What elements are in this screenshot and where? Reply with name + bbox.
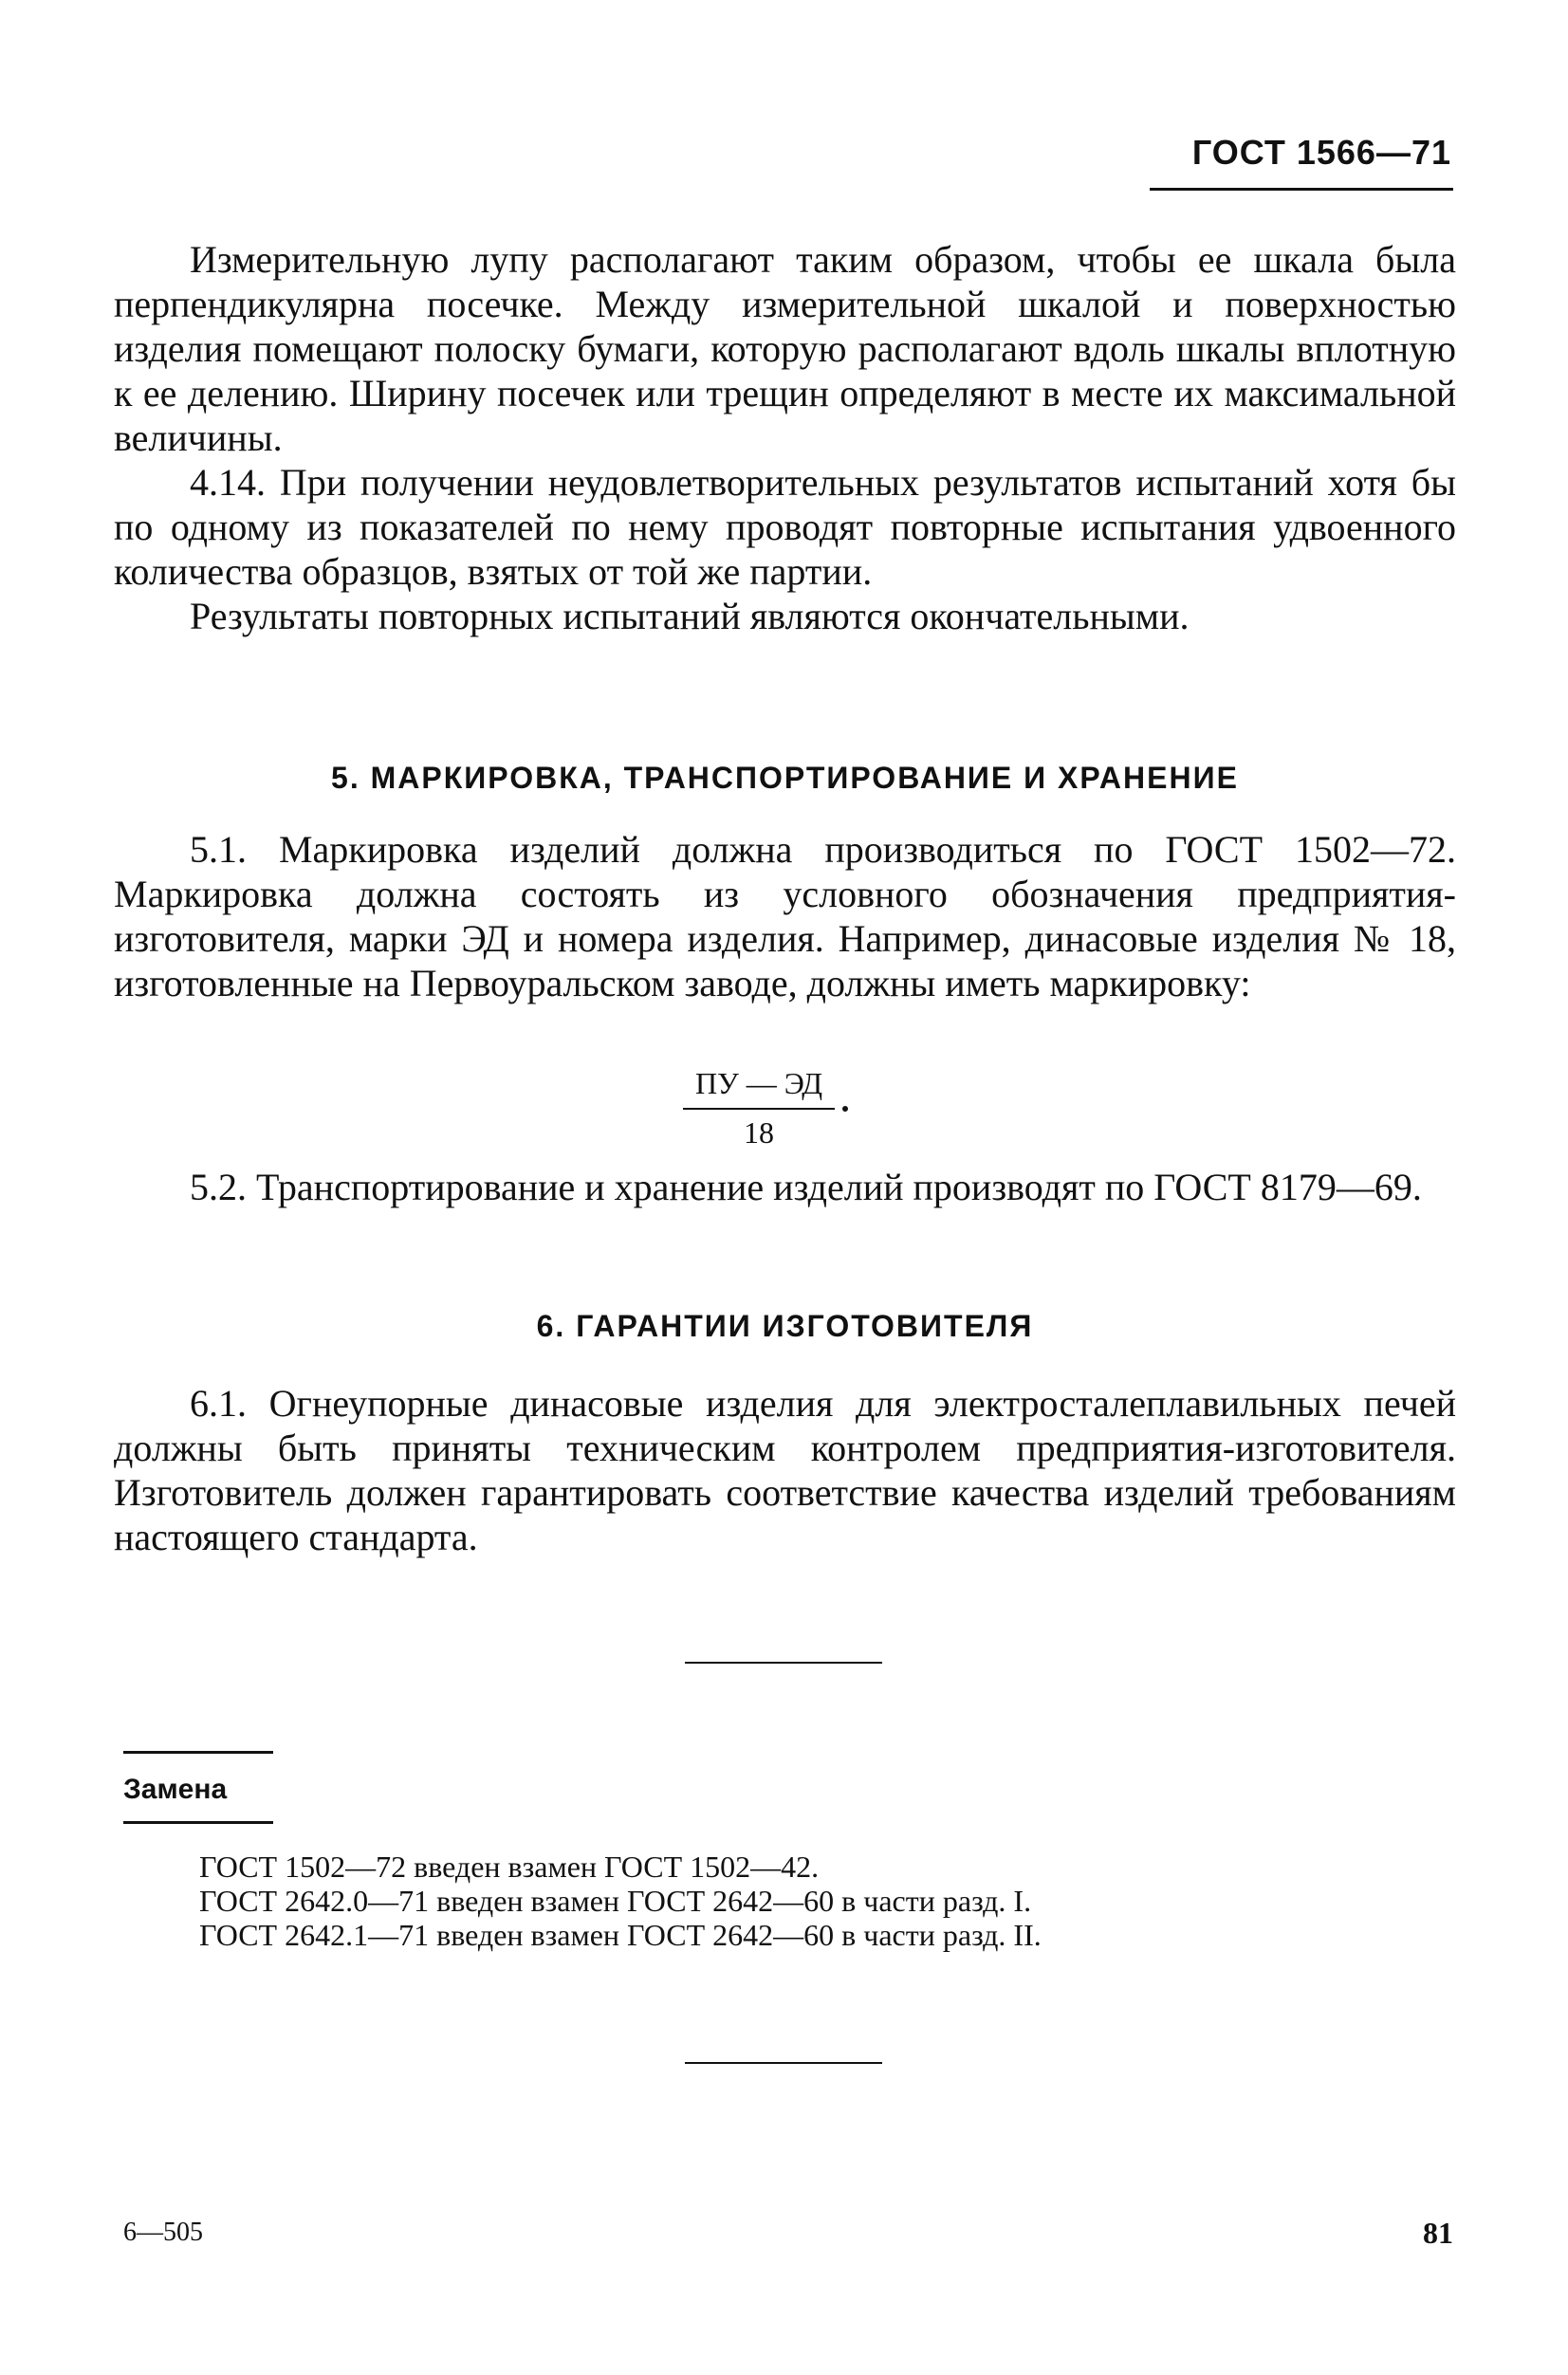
page-number: 81 xyxy=(1423,2216,1453,2250)
note-top-rule xyxy=(123,1751,273,1754)
paragraph-results: Результаты повторных испытаний являются окончательными. xyxy=(190,595,1190,637)
note-divider xyxy=(685,2062,882,2064)
intro-text xyxy=(114,237,1456,638)
section-6-heading: 6. ГАРАНТИИ ИЗГОТОВИТЕЛЯ xyxy=(536,1309,1034,1343)
paragraph-5-2: 5.2. Транспортирование и хранение изделий производят по ГОСТ 8179—69. xyxy=(190,1166,1422,1208)
replacement-line: ГОСТ 2642.0—71 введен взамен ГОСТ 2642—60 в части разд. I. xyxy=(199,1884,1032,1918)
paragraph-4-14: 4.14. При получении неудовлетворительных результатов испытаний хотя бы по одному из показателей по нему проводят повторные испытания удвоенного количества образцов, взятых от той же партии. xyxy=(114,461,1456,593)
marking-numerator: ПУ — ЭД xyxy=(694,1066,823,1100)
paragraph-5-1: 5.1. Маркировка изделий должна производиться по ГОСТ 1502—72. Маркировка должна состоять из условного обозначения предприятия-изготовителя, марки ЭД и номера изделия. Например, динасовые изделия № 18, изготовленные на Первоуральском заводе, должны иметь маркировку: xyxy=(114,828,1456,1004)
section-divider xyxy=(685,1662,882,1664)
replacement-line: ГОСТ 1502—72 введен взамен ГОСТ 1502—42. xyxy=(199,1850,820,1884)
replacement-list xyxy=(199,1850,1337,1952)
fraction-period xyxy=(842,1106,848,1112)
marking-denominator: 18 xyxy=(744,1115,774,1150)
document-code: ГОСТ 1566—71 xyxy=(1191,133,1451,172)
header-rule xyxy=(1150,188,1453,191)
section-5-text xyxy=(114,827,1456,1005)
section-5-text-2 xyxy=(114,1165,1456,1209)
note-title: Замена xyxy=(123,1774,228,1805)
paragraph-loupe: Измерительную лупу располагают таким образом, чтобы ее шкала была перпендикулярна посечке. Между измерительной шкалой и поверхностью изделия помещают полоску бумаги, которую располагают вдоль шкалы вплотную к ее делению. Ширину посечек или трещин определяют в месте их максимальной величины. xyxy=(114,238,1456,459)
replacement-line: ГОСТ 2642.1—71 введен взамен ГОСТ 2642—60 в части разд. II. xyxy=(199,1918,1042,1952)
note-bottom-rule xyxy=(123,1821,273,1824)
fraction-bar xyxy=(683,1108,835,1110)
paragraph-6-1: 6.1. Огнеупорные динасовые изделия для электросталеплавильных печей должны быть приняты техническим контролем предприятия-изготовителя. Изготовитель должен гарантировать соответствие качества изделий требованиям настоящего стандарта. xyxy=(114,1382,1456,1558)
section-6-text xyxy=(114,1381,1456,1559)
print-code: 6—505 xyxy=(123,2218,203,2247)
section-5-heading: 5. МАРКИРОВКА, ТРАНСПОРТИРОВАНИЕ И ХРАНЕНИЕ xyxy=(331,761,1239,795)
marking-fraction xyxy=(645,1055,873,1159)
